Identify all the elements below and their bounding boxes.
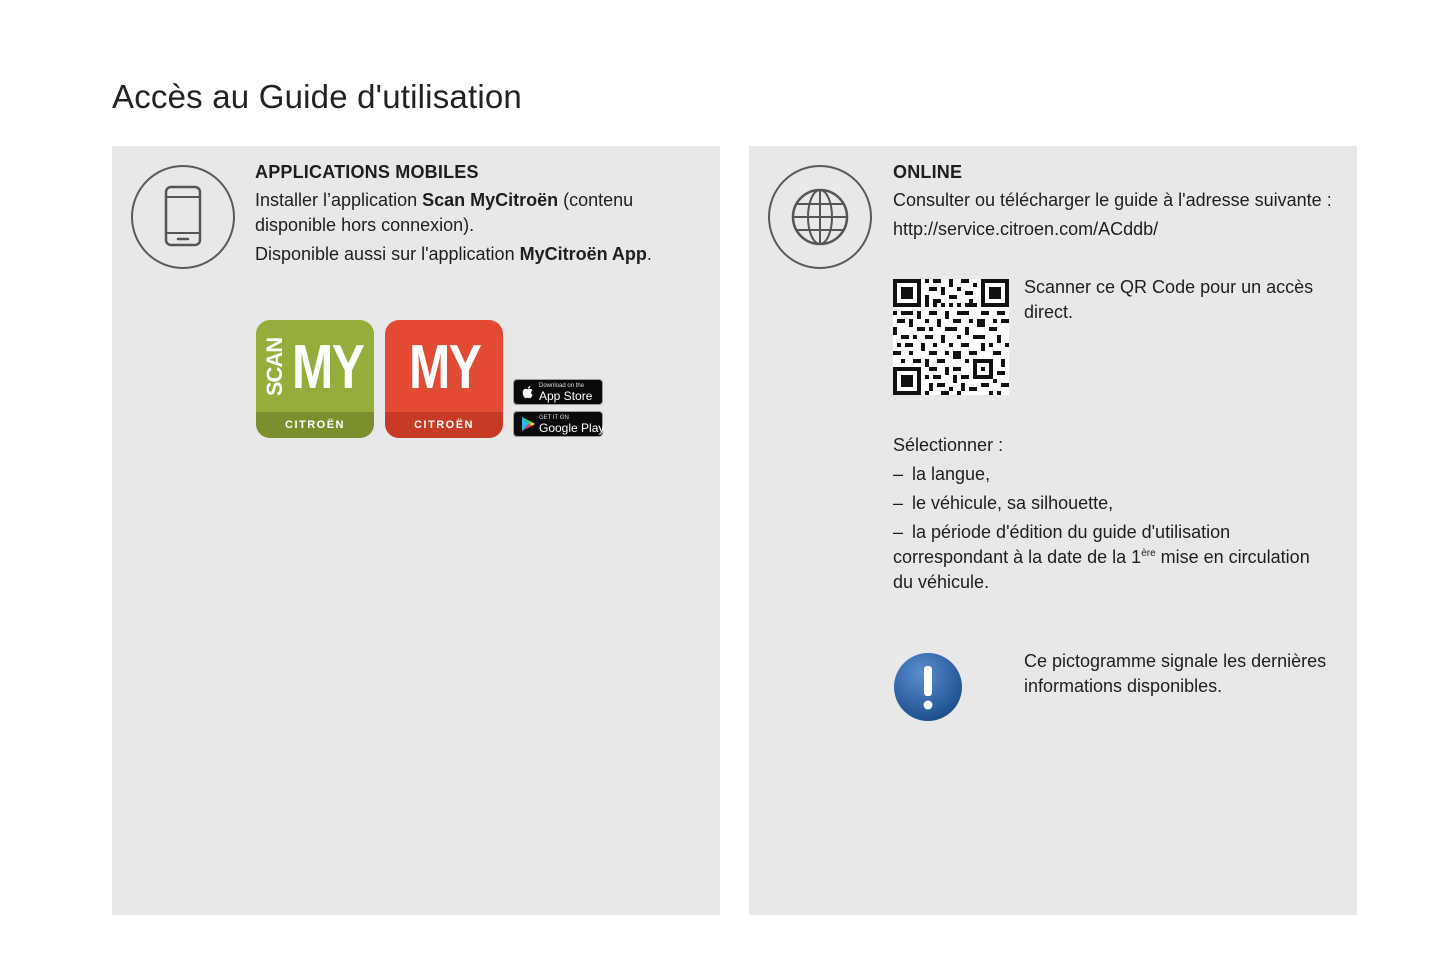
guide-url-link[interactable]: http://service.citroen.com/ACddb/ — [893, 219, 1159, 239]
list-item: – le véhicule, sa silhouette, — [893, 493, 1114, 513]
scan-brand-label: CITROËN — [256, 412, 374, 438]
info-exclamation-icon — [893, 652, 963, 722]
smartphone-icon — [131, 165, 235, 269]
google-play-badge[interactable] — [513, 411, 603, 437]
scan-my-label: MY — [292, 333, 364, 402]
install-app-text: Installer l’application Scan MyCitroën (contenu disponible hors connexion). — [255, 190, 634, 235]
mobile-apps-panel — [112, 146, 720, 915]
mycitroen-app-icon[interactable] — [385, 320, 503, 438]
qr-code-text: Scanner ce QR Code pour un accès direct. — [1024, 277, 1314, 322]
online-heading: ONLINE — [893, 162, 963, 182]
mycitroen-app-name: MyCitroën App — [519, 244, 647, 264]
list-item: – la période d'édition du guide d'utilisation correspondant à la date de la 1ère mise en circulation du véhicule. — [893, 522, 1310, 592]
qr-code[interactable] — [893, 279, 1009, 395]
page-title: Accès au Guide d'utilisation — [112, 78, 522, 115]
google-play-small-text: GET IT ON — [539, 415, 569, 421]
scan-label: SCAN — [262, 337, 287, 397]
apple-icon — [520, 384, 536, 400]
scan-mycitroen-name: Scan MyCitroën — [422, 190, 559, 210]
google-play-label: Google Play — [539, 421, 605, 435]
scan-mycitroen-app-icon[interactable] — [256, 320, 374, 438]
app-store-small-text: Download on the — [539, 383, 585, 389]
online-panel — [749, 146, 1357, 915]
select-heading: Sélectionner : — [893, 435, 1004, 455]
list-item: – la langue, — [893, 464, 991, 484]
app-store-label: App Store — [539, 389, 593, 403]
app-store-badge[interactable] — [513, 379, 603, 405]
consult-text: Consulter ou télécharger le guide à l'adresse suivante : — [893, 190, 1332, 210]
my-label: MY — [409, 333, 481, 402]
select-list — [893, 462, 1333, 599]
my-brand-label: CITROËN — [385, 412, 503, 438]
info-pictogram-text: Ce pictogramme signale les dernières informations disponibles. — [1024, 651, 1327, 696]
also-available-text: Disponible aussi sur l'application MyCitroën App. — [255, 244, 652, 264]
globe-icon — [768, 165, 872, 269]
google-play-icon — [520, 416, 536, 432]
mobile-apps-heading: APPLICATIONS MOBILES — [255, 162, 479, 182]
